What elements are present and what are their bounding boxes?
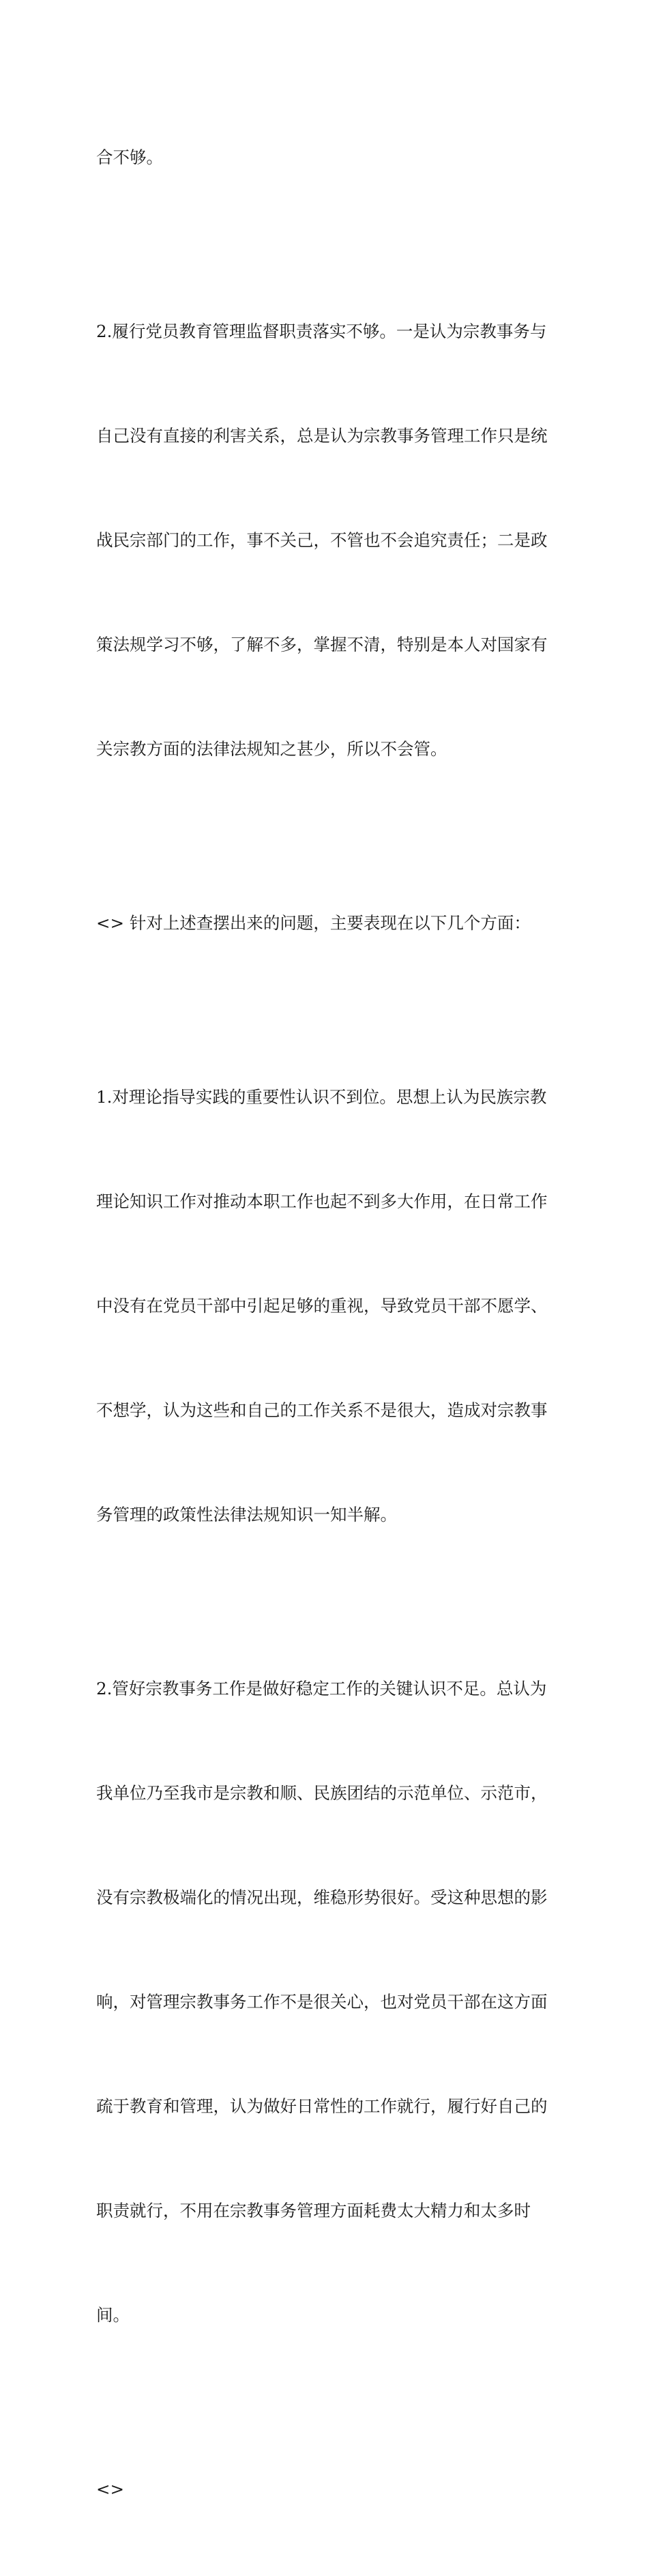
text-line: 1.对理论指导实践的重要性认识不到位。思想上认为民族宗教 [96,1087,547,1107]
paragraph-section-intro [96,836,560,1010]
text-line: 没有宗教极端化的情况出现，维稳形势很好。受这种思想的影 [96,1887,548,1907]
text-line: 合不够。 [96,147,163,167]
text-line: 关宗教方面的法律法规知之甚少，所以不会管。 [96,739,447,759]
text-line: <> 针对上述查摆出来的问题，主要表现在以下几个方面： [96,913,531,933]
text-line: 疏于教育和管理，认为做好日常性的工作就行，履行好自己的 [96,2096,548,2116]
paragraph-theory-practice [96,1010,560,1602]
text-line: 2.履行党员教育管理监督职责落实不够。一是认为宗教事务与 [96,321,547,341]
text-line: 2.管好宗教事务工作是做好稳定工作的关键认识不足。总认为 [96,1679,547,1698]
text-line: 响，对管理宗教事务工作不是很关心，也对党员干部在这方面 [96,1992,548,2012]
text-line: 中没有在党员干部中引起足够的重视，导致党员干部不愿学、 [96,1296,548,1316]
text-line: 我单位乃至我市是宗教和顺、民族团结的示范单位、示范市， [96,1783,548,1803]
text-line: 间。 [96,2305,130,2325]
text-line: 务管理的政策性法律法规知识一知半解。 [96,1505,397,1524]
paragraph-religious-affairs [96,1602,560,2402]
paragraph-duty-supervision [96,244,560,836]
text-line: 战民宗部门的工作，事不关己，不管也不会追究责任；二是政 [96,530,548,550]
paragraph-continuation [96,70,560,244]
text-line: 不想学，认为这些和自己的工作关系不是很大，造成对宗教事 [96,1400,548,1420]
text-line: 理论知识工作对推动本职工作也起不到多大作用，在日常工作 [96,1191,548,1211]
text-line: 策法规学习不够，了解不多，掌握不清，特别是本人对国家有 [96,635,548,654]
text-line: <> [96,2479,125,2499]
text-line: 职责就行，不用在宗教事务管理方面耗费太大精力和太多时 [96,2201,531,2220]
paragraph-placeholder [96,2402,560,2576]
document-body [96,70,560,2576]
text-line: 自己没有直接的利害关系，总是认为宗教事务管理工作只是统 [96,426,548,446]
